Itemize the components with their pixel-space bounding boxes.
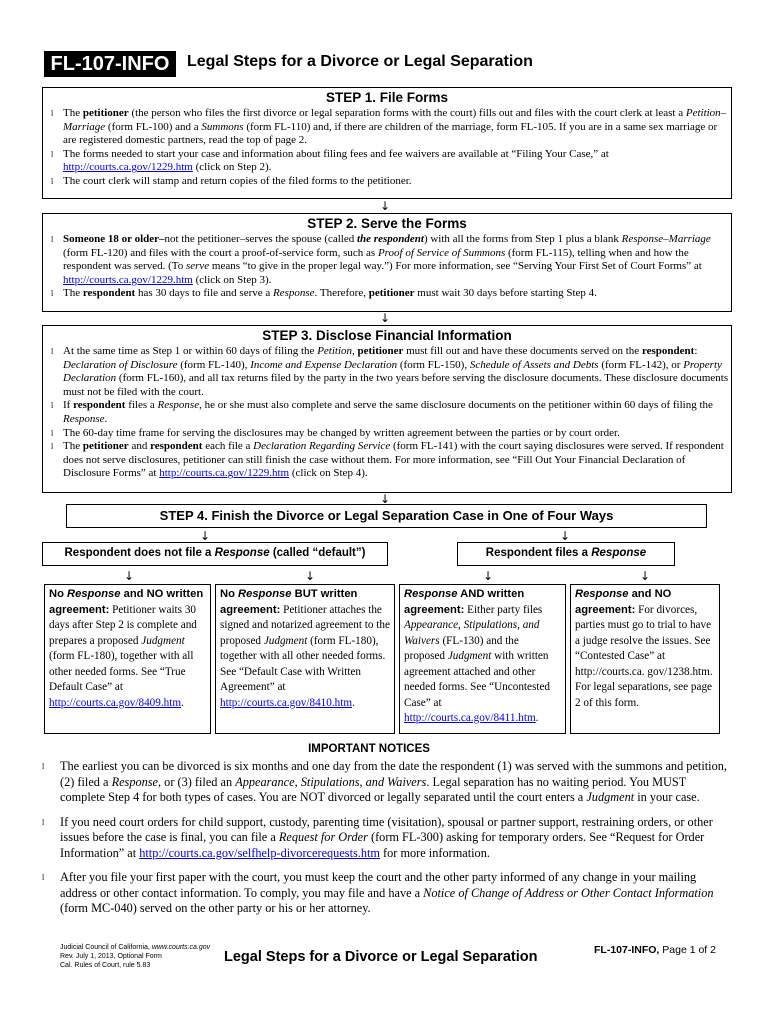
step3-box — [42, 325, 732, 493]
step1-bullet-2: l The forms needed to start your case and information about filing fees and fee waivers are available at “Filing Your Case,” at http://courts.ca.gov/1229.htm (click on Step 2). — [51, 147, 609, 174]
arrow-down-icon: ↓ — [380, 311, 391, 325]
arrow-down-icon: ↓ — [124, 569, 135, 583]
outcome-response-written-agreement: Response AND written agreement: Either party files Appearance, Stipulations, and Waivers (FL-130) and the proposed Judgment with written agreement attached and other needed forms. See “Uncontested Case” at http://courts.ca.gov/8411.htm. — [399, 584, 566, 734]
step1-bullet-3: l The court clerk will stamp and return copies of the filed forms to the petitioner. — [51, 174, 412, 187]
notice-3: l After you file your first paper with the court, you must keep the court and the other party informed of any change in your mailing address or other contact information. To comply, you may file and have a Notice of Change of Address or Other Contact Information (form MC-040) served on the other party or his or her attorney. — [42, 870, 714, 915]
arrow-down-icon: ↓ — [305, 569, 316, 583]
arrow-down-icon: ↓ — [380, 492, 391, 506]
outcome-no-response-no-agreement: No Response and NO written agreement: Petitioner waits 30 days after Step 2 is complete and prepares a proposed Judgment (form FL-180), together with all other needed forms. See “True Default Case” at http://courts.ca.gov/8409.htm. — [44, 584, 211, 734]
request-order-link[interactable]: http://courts.ca.gov/selfhelp-divorcerequests.htm — [139, 845, 380, 860]
true-default-link[interactable]: http://courts.ca.gov/8409.htm — [49, 696, 182, 709]
default-agreement-link[interactable]: http://courts.ca.gov/8410.htm — [220, 696, 353, 709]
step3-title: STEP 3. Disclose Financial Information — [262, 328, 512, 343]
arrow-down-icon: ↓ — [483, 569, 494, 583]
uncontested-case-link[interactable]: http://courts.ca.gov/8411.htm — [404, 712, 536, 724]
page-title: Legal Steps for a Divorce or Legal Separation — [187, 53, 533, 70]
filing-case-link[interactable]: http://courts.ca.gov/1229.htm — [63, 161, 193, 174]
step1-bullet-1: l The petitioner (the person who files the first divorce or legal separation forms with the court) fills out and files with the court clerk at least a Petition–Marriage (form FL-100) and a Summons (form FL-110) and, if there are children of the marriage, form FL-105. If you are in a same sex marriage or are registered domestic partners, read the top of page 2. — [51, 107, 727, 147]
notice-1: l The earliest you can be divorced is six months and one day from the date the respondent (1) was served with the summons and petition, (2) filed a Response, or (3) filed an Appearance, Stipulations, and Waivers. Legal separation has no waiting period. You MUST complete Step 4 for both types of cases. You are NOT divorced or legally separated until the court enters a Judgment in your case. — [42, 759, 727, 804]
arrow-down-icon: ↓ — [560, 529, 571, 543]
step1-box — [42, 87, 732, 199]
response-branch: Respondent files a Response — [457, 542, 675, 566]
outcome-response-no-agreement: Response and NO agreement: For divorces, parties must go to trial to have a judge resolve the issues. See “Contested Case” at http://courts.ca. gov/1238.htm. For legal separations, see page 2 of this form. — [570, 584, 720, 734]
financial-disclosure-link[interactable]: http://courts.ca.gov/1229.htm — [159, 467, 290, 480]
no-response-branch: Respondent does not file a Response (called “default”) — [42, 542, 388, 566]
step2-box — [42, 213, 732, 312]
notices-title: IMPORTANT NOTICES — [308, 743, 430, 755]
arrow-down-icon: ↓ — [640, 569, 651, 583]
step3-bullet-4: l The petitioner and respondent each file a Declaration Regarding Service (form FL-141) with the court saying disclosures were served. If respondent does not serve disclosures, petitioner can still finish the case without them. For more information, see “Fill Out Your Financial Declaration of Disclosure Forms” at http://courts.ca.gov/1229.htm (click on Step 4). — [51, 440, 724, 480]
arrow-down-icon: ↓ — [200, 529, 211, 543]
form-id-badge: FL-107-INFO — [44, 51, 176, 77]
step3-bullet-2: l If respondent files a Response, he or she must also complete and serve the same disclosure documents on the petitioner within 60 days of filing the Response. — [51, 399, 713, 425]
notices-list — [42, 759, 732, 926]
step2-bullet-2: l The respondent has 30 days to file and serve a Response. Therefore, petitioner must wait 30 days before starting Step 4. — [51, 287, 597, 300]
footer-source: Judicial Council of California, www.courts.ca.gov Rev. July 1, 2013, Optional Form Cal. Rules of Court, rule 5.83 — [60, 944, 211, 969]
step3-bullet-3: l The 60-day time frame for serving the disclosures may be changed by written agreement between the parties or by court order. — [51, 426, 620, 439]
step2-bullet-1: l Someone 18 or older–not the petitioner–serves the spouse (called the respondent) with all the forms from Step 1 plus a blank Response–Marriage (form FL-120) and files with the court a proof-of-service form, such as Proof of Service of Summons (form FL-115), telling when and how the respondent was served. (To serve means “to give in the proper legal way.”) For more information, see “Serving Your First Set of Court Forms” at http://courts.ca.gov/1229.htm (click on Step 3). — [51, 233, 711, 286]
notice-2: l If you need court orders for child support, custody, parenting time (visitation), spousal or partner support, restraining orders, or other issues before the case is final, you can file a Request for Order (form FL-300) asking for temporary orders. See “Request for Order Information” at http://courts.ca.gov/selfhelp-divorcerequests.htm for more information. — [42, 814, 713, 860]
step2-title: STEP 2. Serve the Forms — [307, 216, 467, 231]
outcome-no-response-written-agreement: No Response BUT written agreement: Petitioner attaches the signed and notarized agreement to the proposed Judgment (form FL-180), together with all other needed forms. See “Default Case with Written Agreement” at http://courts.ca.gov/8410.htm. — [215, 584, 395, 734]
step1-title: STEP 1. File Forms — [325, 90, 449, 105]
arrow-down-icon: ↓ — [380, 199, 391, 213]
step4-title: STEP 4. Finish the Divorce or Legal Separation Case in One of Four Ways — [66, 504, 707, 528]
footer-title: Legal Steps for a Divorce or Legal Separation — [224, 949, 538, 965]
footer-page-number: FL-107-INFO, Page 1 of 2 — [594, 944, 716, 956]
step3-bullet-1: l At the same time as Step 1 or within 60 days of filing the Petition, petitioner must fill out and have these documents served on the respondent: Declaration of Disclosure (form FL-140), Income and Expense Declaration (form FL-150), Schedule of Assets and Debts (form FL-142), or Property Declaration (form FL-160), and all tax returns filed by the party in the two years before serving the disclosure documents. These disclosure documents must not be filed with the court. — [51, 345, 729, 398]
serving-forms-link[interactable]: http://courts.ca.gov/1229.htm — [63, 273, 193, 286]
